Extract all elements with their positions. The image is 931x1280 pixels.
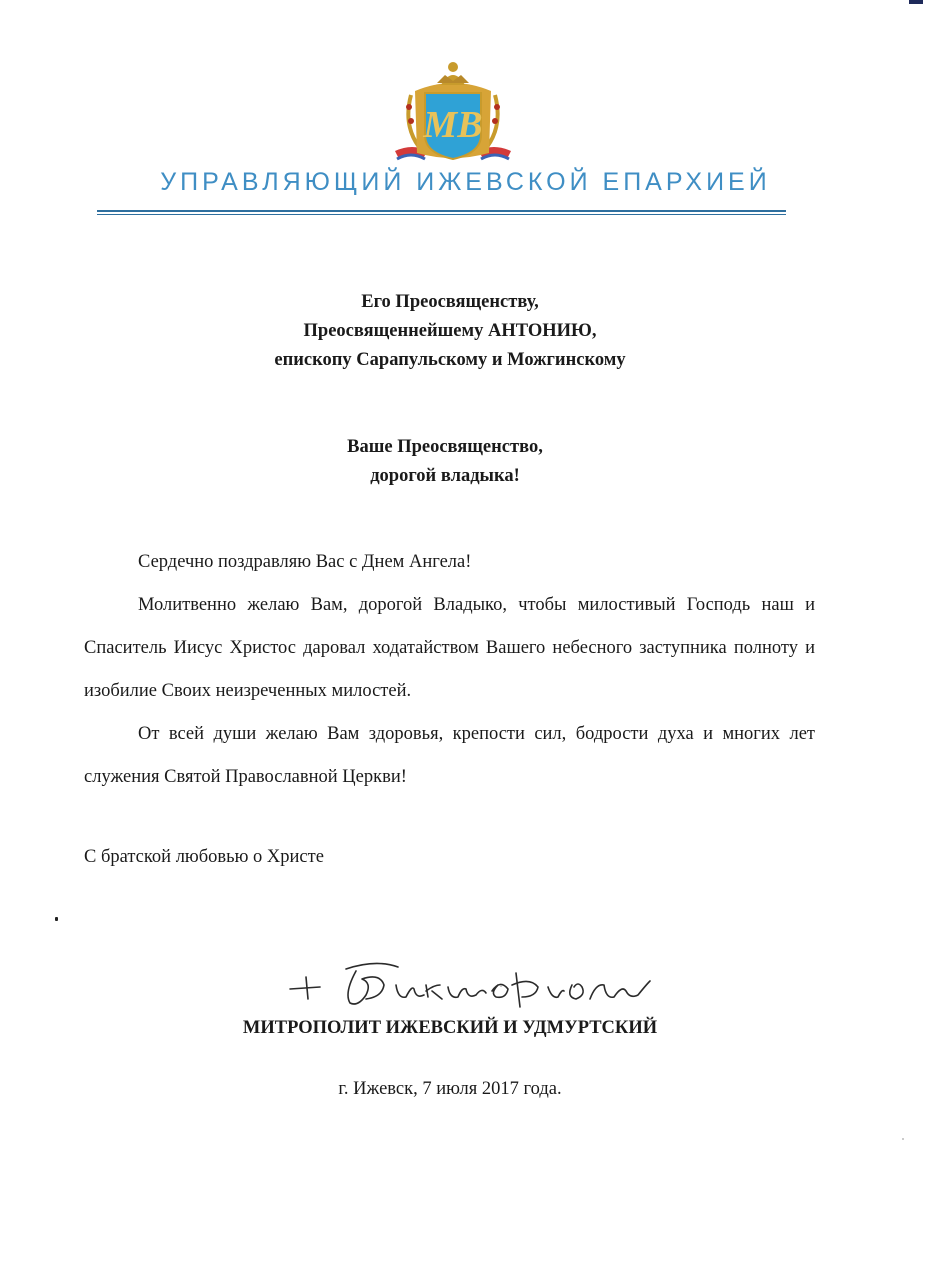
salutation-line: Ваше Преосвященство, [347,437,543,457]
closing-line: С братской любовью о Христе [84,847,324,867]
body-paragraph: Молитвенно желаю Вам, дорогой Владыко, чтобы милостивый Господь наш и Спаситель Иисус Христос даровал ходатайством Вашего небесного заступника полноту и изобилие Своих неизреченных милостей. [84,595,815,701]
diocese-emblem-icon [393,55,513,175]
letterhead-title: УПРАВЛЯЮЩИЙ ИЖЕВСКОЙ ЕПАРХИЕЙ [160,168,771,196]
addressee-line: епископу Сарапульскому и Можгинскому [274,350,626,370]
body-paragraph: Сердечно поздравляю Вас с Днем Ангела! [138,552,472,572]
place-date: г. Ижевск, 7 июля 2017 года. [338,1079,562,1099]
salutation-block [0,433,890,491]
scan-artifact [55,917,58,921]
letterhead-rule [97,210,786,212]
body-paragraph: От всей души желаю Вам здоровья, крепости сил, бодрости духа и многих лет служения Святой Православной Церкви! [84,724,815,787]
letter-body [84,541,815,799]
scan-speck [902,1138,904,1140]
signatory-title: МИТРОПОЛИТ ИЖЕВСКИЙ И УДМУРТСКИЙ [242,1018,658,1038]
svg-text:МВ: МВ [423,104,483,146]
addressee-block [0,288,900,375]
addressee-line: Его Преосвященству, [361,292,539,312]
scan-speck [500,985,502,987]
letterhead-rule-thin [97,214,786,215]
salutation-line: дорогой владыка! [370,466,520,486]
addressee-line: Преосвященнейшему АНТОНИЮ, [303,321,597,341]
scan-edge-mark [909,0,923,4]
handwritten-signature [286,955,656,1015]
